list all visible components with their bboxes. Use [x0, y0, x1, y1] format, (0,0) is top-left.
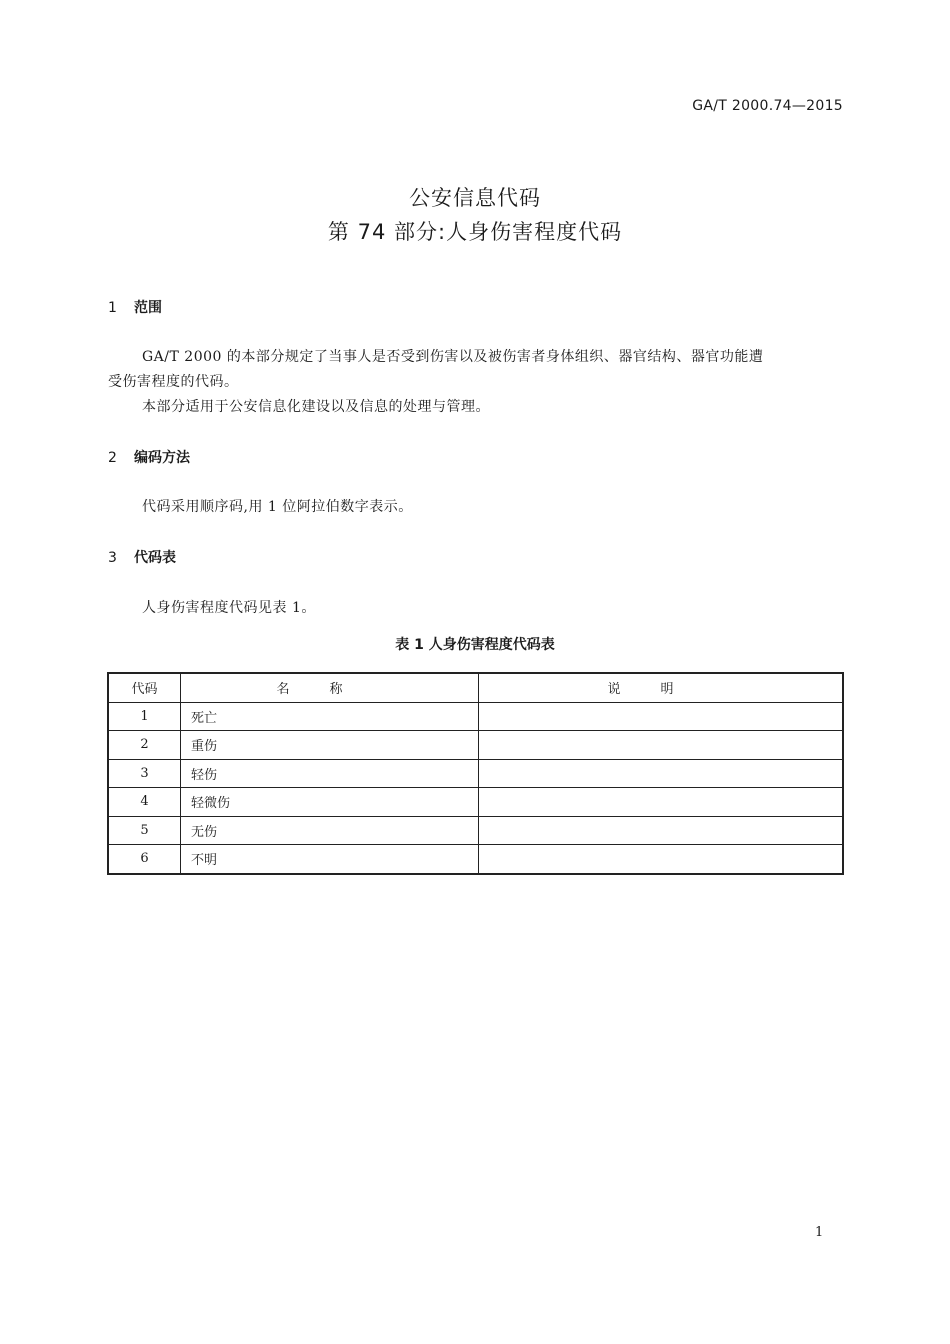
- injury-code-table: [107, 672, 844, 875]
- table-header-row: [108, 673, 843, 702]
- cell-desc: [479, 788, 844, 817]
- cell-desc: [479, 759, 844, 788]
- cell-desc: [479, 845, 844, 874]
- section-heading-encoding: [108, 447, 190, 467]
- cell-code: 5: [108, 816, 181, 845]
- cell-code: 4: [108, 788, 181, 817]
- section-title: 编码方法: [134, 450, 190, 466]
- cell-name: 轻微伤: [181, 788, 479, 817]
- section-title: 范围: [134, 300, 162, 316]
- cell-code: 6: [108, 845, 181, 874]
- paragraph-line: 人身伤害程度代码见表 1。: [142, 600, 316, 616]
- document-subtitle: 第 74 部分:人身伤害程度代码: [327, 220, 623, 244]
- header-code: 代码: [108, 673, 181, 702]
- section-number: 2: [108, 450, 117, 466]
- table-row: [108, 845, 843, 874]
- table-row: [108, 702, 843, 731]
- cell-name: 轻伤: [181, 759, 479, 788]
- table-row: [108, 816, 843, 845]
- cell-name: 死亡: [181, 702, 479, 731]
- paragraph-line: 本部分适用于公安信息化建设以及信息的处理与管理。: [142, 399, 490, 415]
- page-number: 1: [815, 1225, 824, 1240]
- paragraph-line: 代码采用顺序码,用 1 位阿拉伯数字表示。: [142, 499, 413, 515]
- cell-name: 不明: [181, 845, 479, 874]
- document-title: 公安信息代码: [409, 186, 541, 210]
- standard-number: GA/T 2000.74—2015: [692, 98, 843, 114]
- cell-code: 2: [108, 731, 181, 760]
- section-number: 3: [108, 550, 117, 566]
- section-heading-code-table: [108, 547, 176, 567]
- table-row: [108, 759, 843, 788]
- header-desc: 说明: [479, 673, 844, 702]
- table-row: [108, 788, 843, 817]
- cell-name: 无伤: [181, 816, 479, 845]
- paragraph-line: GA/T 2000 的本部分规定了当事人是否受到伤害以及被伤害者身体组织、器官结构、器官功能遭: [142, 349, 764, 365]
- section-number: 1: [108, 300, 117, 316]
- cell-desc: [479, 816, 844, 845]
- table-caption: 表 1 人身伤害程度代码表: [395, 637, 555, 653]
- section-title: 代码表: [134, 550, 176, 566]
- cell-desc: [479, 702, 844, 731]
- paragraph-line: 受伤害程度的代码。: [108, 374, 239, 390]
- cell-code: 3: [108, 759, 181, 788]
- cell-code: 1: [108, 702, 181, 731]
- cell-desc: [479, 731, 844, 760]
- cell-name: 重伤: [181, 731, 479, 760]
- section-heading-scope: [108, 297, 162, 317]
- header-name: 名称: [181, 673, 479, 702]
- table-row: [108, 731, 843, 760]
